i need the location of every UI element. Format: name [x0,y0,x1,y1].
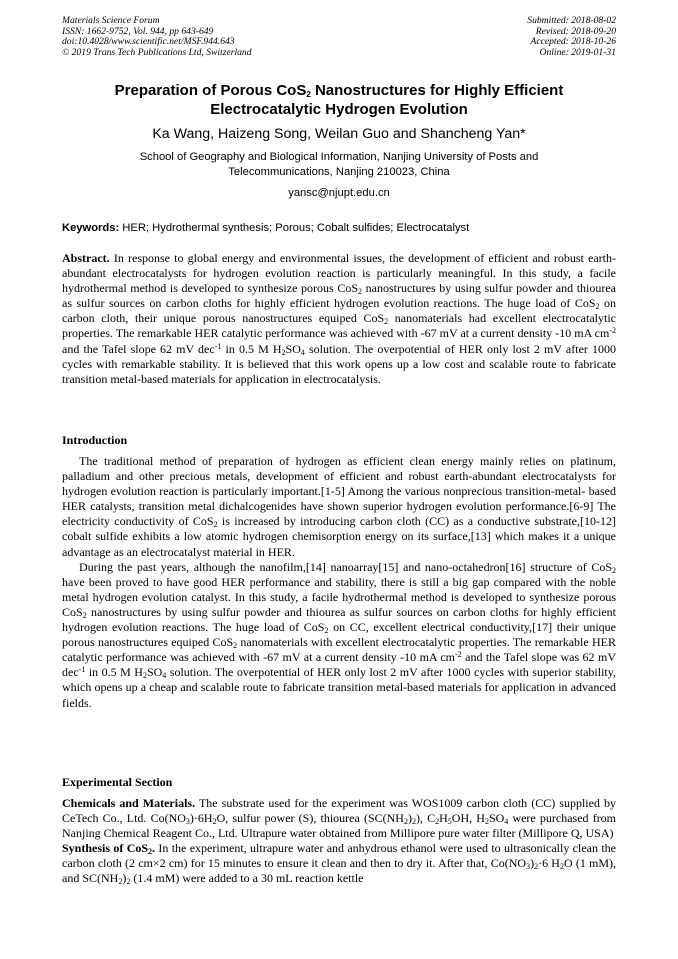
title-part: Preparation of Porous CoS [114,82,307,99]
text-run: H [439,811,448,826]
text-run: on CC, excellent electrical conductivity,[17] their unique porous nanostructures equiped CoS [62,620,616,650]
abstract-paragraph [62,251,616,387]
subscript: 2 [612,565,616,575]
text-run: ) [530,856,535,871]
subscript: 2 [281,347,286,357]
text-run: (1.4 mM) were added to a 30 mL reaction kettle [130,871,364,886]
introduction-paragraph-1 [62,454,616,560]
text-run: . [152,841,156,856]
superscript: -2 [455,650,462,660]
subscript: 5 [447,817,452,827]
text-run: ) [407,811,412,826]
chemicals-label: Chemicals and Materials. [62,796,196,810]
subscript: 2 [82,610,87,620]
journal-doi: doi:10.4028/www.scientific.net/MSF.944.643 [62,36,235,48]
text-run: solution. The overpotential of HER only lost 2 mV after 1000 cycles with remarkable stability. It is believed that this work opens up a low cost and scalable route to fabricate transition metal-based materials for application in electrocatalysis. [62,341,617,386]
text-run: Synthesis of CoS [62,841,149,856]
paper-title [62,81,616,119]
subscript: 2 [358,287,363,297]
subscript: 2 [559,862,564,872]
text-run: and the Tafel slope was 62 mV dec [62,650,616,680]
text-run: nanomaterials had excellent electrocatalytic properties. The remarkable HER catalytic performance was achieved with -67 mV at a current density -10 mA cm [62,311,616,341]
text-run: In response to global energy and environmental issues, the development of efficient and robust earth-abundant electrocatalysts for hydrogen evolution reaction is particularly meaningful. In this study, a facile hydrothermal method is developed to synthesize porous CoS [62,251,616,296]
subscript: 2 [435,817,440,827]
text-run: In the experiment, ultrapure water and anhydrous ethanol were used to ultrasonically clean the carbon cloth (2 cm×2 cm) for 15 minutes to ensure it clean and then to dry it. After that, Co(NO [62,841,616,871]
text-run: ), C [415,811,436,826]
subscript: 4 [300,347,305,357]
synthesis-paragraph [62,841,616,886]
text-run: The traditional method of preparation of hydrogen as efficient clean energy mainly relies on platinum, palladium and other precious metals, development of efficient and robust earth-abundant electrocatalysts for hydrogen evolution reaction is particularly important.[1-5] Among the various nonprecious transition-metal- based HER catalysts, transition metal dichalcogenides have shown superior hydrogen evolution performance.[6-9] The electricity conductivity of CoS [62,454,616,529]
date-revised: Revised: 2018-09-20 [535,25,616,37]
superscript: -2 [609,326,616,336]
chemicals-paragraph [62,796,616,841]
subscript: 2 [484,817,489,827]
date-submitted: Submitted: 2018-08-02 [527,15,616,26]
title-part: Nanostructures for Highly Efficient [310,82,564,99]
keywords-label: Keywords: [62,222,120,234]
introduction-paragraph-2 [62,560,616,711]
subscript: 2 [212,817,217,827]
text-run: have been proved to have good HER performance and stability, there is still a big gap compared with the noble metal hydrogen evolution catalyst. In this study, a facile hydrothermal method is developed to synthesize porous CoS [62,574,616,619]
journal-info [62,16,252,58]
abstract [62,251,616,387]
subscript: 2 [148,847,153,857]
text-run: ) [122,871,127,886]
affiliation-line: School of Geography and Biological Information, Nanjing University of Posts and [139,151,539,163]
subscript: 2 [403,817,408,827]
subscript: 2 [213,520,218,530]
text-run: nanostructures by using sulfur powder and thiourea as sulfur sources on carbon cloths for highly efficient hydrogen evolution reactions. The huge load of CoS [62,604,616,635]
title-subscript: 2 [306,90,311,99]
affiliation-line: Telecommunications, Nanjing 210023, China [228,165,450,178]
experimental-heading: Experimental Section [62,775,173,789]
superscript: -1 [78,665,86,675]
date-online: Online: 2019-01-31 [539,46,616,58]
text-run: in 0.5 M H [85,665,143,680]
subscript: 3 [526,862,531,872]
subscript: 2 [595,302,600,312]
text-run: SO [488,811,505,826]
text-run: on carbon cloth, their unique porous nanostructures equiped CoS [62,296,616,326]
text-run: During the past years, although the nanofilm,[14] nanoarray[15] and nano-octahedron[16] structure of CoS [79,559,612,574]
text-run: and the Tafel slope 62 mV dec [62,341,215,356]
text-run: nanostructures by using sulfur powder and thiourea as sulfur sources on carbon cloths for highly efficient hydrogen evolution reactions. The huge load of CoS [62,281,617,311]
text-run: is increased by introducing carbon cloth (CC) as a conductive substrate,[10-12] cobalt sulfide exhibits a low atomic hydrogen chemisorption energy on its surface,[13] which makes it a unique advantage as an electrocatalyst material in HER. [62,514,616,559]
affiliation [62,150,616,179]
corresponding-email[interactable]: yansc@njupt.edu.cn [288,187,390,199]
subscript: 2 [534,862,539,872]
publication-dates [527,16,616,58]
title-line-2: Electrocatalytic Hydrogen Evolution [210,101,468,118]
subscript: 2 [126,877,131,887]
text-run: OH, H [451,811,485,826]
text-run: in 0.5 M H [221,341,282,356]
subscript: 4 [504,817,509,827]
text-run: O (1 mM), and SC(NH [62,856,617,886]
subscript: 2 [411,817,416,827]
introduction-body [62,454,616,711]
text-run: )·6H [189,811,213,826]
subscript: 2 [324,626,329,636]
subscript: 2 [142,671,147,681]
subscript: 4 [162,671,167,681]
text-run: ·6 H [538,856,560,871]
journal-issn: ISSN: 1662-9752, Vol. 944, pp 643-649 [62,25,214,37]
text-run: solution. The overpotential of HER only lost 2 mV after 1000 cycles with superior stability, which opens up a cheap and scalable route to fabricate transition metal-based materials for application in advanced fields. [62,665,616,710]
text-run: were purchased from Nanjing Chemical Reagent Co., Ltd. Ultrapure water obtained from Millipore pure water filter (Millipore Q, USA) [62,811,617,841]
introduction-heading: Introduction [62,433,128,447]
subscript: 2 [118,877,123,887]
keywords-list: HER; Hydrothermal synthesis; Porous; Cobalt sulfides; Electrocatalyst [119,222,470,234]
text-run: The substrate used for the experiment was WOS1009 carbon cloth (CC) supplied by CeTech Co., Ltd. Co(NO [62,796,616,826]
text-run: O, sulfur power (S), thiourea (SC(NH [216,811,404,826]
keywords [62,221,616,235]
abstract-label: Abstract. [62,251,110,265]
subscript: 2 [384,317,389,327]
date-accepted: Accepted: 2018-10-26 [530,36,616,48]
superscript: -1 [214,341,222,351]
journal-copyright: © 2019 Trans Tech Publications Ltd, Switzerland [62,46,252,58]
subscript: 3 [185,817,190,827]
experimental-body [62,796,616,887]
text-run: nanomaterials with excellent electrocatalytic properties. The remarkable HER catalytic performance was achieved with -67 mV at a current density -10 mA cm [62,635,617,665]
journal-name: Materials Science Forum [62,15,160,26]
text-run: SO [285,341,301,356]
author-list: Ka Wang, Haizeng Song, Weilan Guo and Shancheng Yan* [152,126,526,142]
text-run: SO [146,665,163,680]
subscript: 2 [233,641,238,651]
synthesis-label [62,841,155,855]
